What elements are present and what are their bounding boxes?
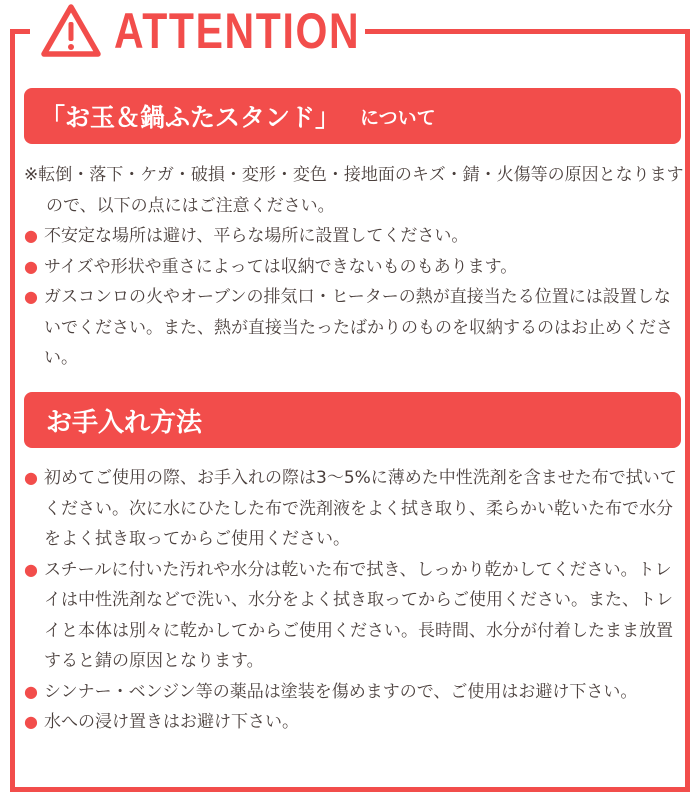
section-heading-care bbox=[24, 392, 681, 448]
caution-note: ※転倒・落下・ケガ・破損・変形・変色・接地面のキズ・錆・火傷等の原因となりますので、以下の点にはご注意ください。 bbox=[24, 165, 684, 216]
bullet-icon: ● bbox=[24, 256, 38, 276]
warning-icon bbox=[40, 3, 102, 59]
list-item bbox=[24, 677, 684, 708]
list-item bbox=[24, 252, 684, 283]
bullet-icon: ● bbox=[24, 226, 38, 245]
attention-header bbox=[40, 2, 414, 60]
list-item bbox=[24, 707, 684, 738]
section-heading-stand bbox=[24, 88, 681, 144]
page-title: ATTENTION bbox=[114, 3, 361, 59]
section-body-care bbox=[24, 463, 684, 738]
section-heading-title: お手入れ方法 bbox=[46, 407, 203, 438]
list-item-text: スチールに付いた汚れや水分は乾いた布で拭き、しっかり乾かしてください。トレイは中性洗剤などで洗い、水分をよく拭き取ってからご使用ください。また、トレイと本体は別々に乾かしてからご使用ください。長時間、水分が付着したまま放置すると錆の原因となります。 bbox=[44, 559, 673, 671]
list-item-text: ガスコンロの火やオーブンの排気口・ヒーターの熱が直接当たる位置には設置しないでください。また、熱が直接当たったばかりのものを収納するのはお止めください。 bbox=[44, 287, 673, 368]
list-item bbox=[24, 282, 684, 374]
bullet-icon: ● bbox=[24, 559, 38, 579]
list-item-text: 不安定な場所は避け、平らな場所に設置してください。 bbox=[44, 226, 469, 246]
frame-top-left-line bbox=[10, 29, 30, 34]
list-item-text: サイズや形状や重さによっては収納できないものもあります。 bbox=[44, 256, 518, 277]
section-heading-title: 「お玉＆鍋ふたスタンド」 bbox=[40, 103, 341, 132]
bullet-icon: ● bbox=[24, 287, 38, 306]
bullet-icon: ● bbox=[24, 468, 38, 487]
list-item bbox=[24, 221, 684, 252]
section-body-stand bbox=[24, 160, 684, 374]
list-item-text: 初めてご使用の際、お手入れの際は3〜5%に薄めた中性洗剤を含ませた布で拭いてください。次に水にひたした布で洗剤液をよく拭き取り、柔らかい乾いた布で水分をよく拭き取ってからご使用ください。 bbox=[44, 468, 677, 549]
list-item bbox=[24, 463, 684, 555]
list-item-text: シンナー・ベンジン等の薬品は塗装を傷めますので、ご使用はお避け下さい。 bbox=[44, 681, 638, 702]
bullet-icon: ● bbox=[24, 681, 38, 701]
section-heading-suffix: について bbox=[360, 106, 436, 129]
list-item bbox=[24, 555, 684, 677]
bullet-icon: ● bbox=[24, 712, 38, 731]
list-item-text: 水への浸け置きはお避け下さい。 bbox=[44, 712, 299, 732]
